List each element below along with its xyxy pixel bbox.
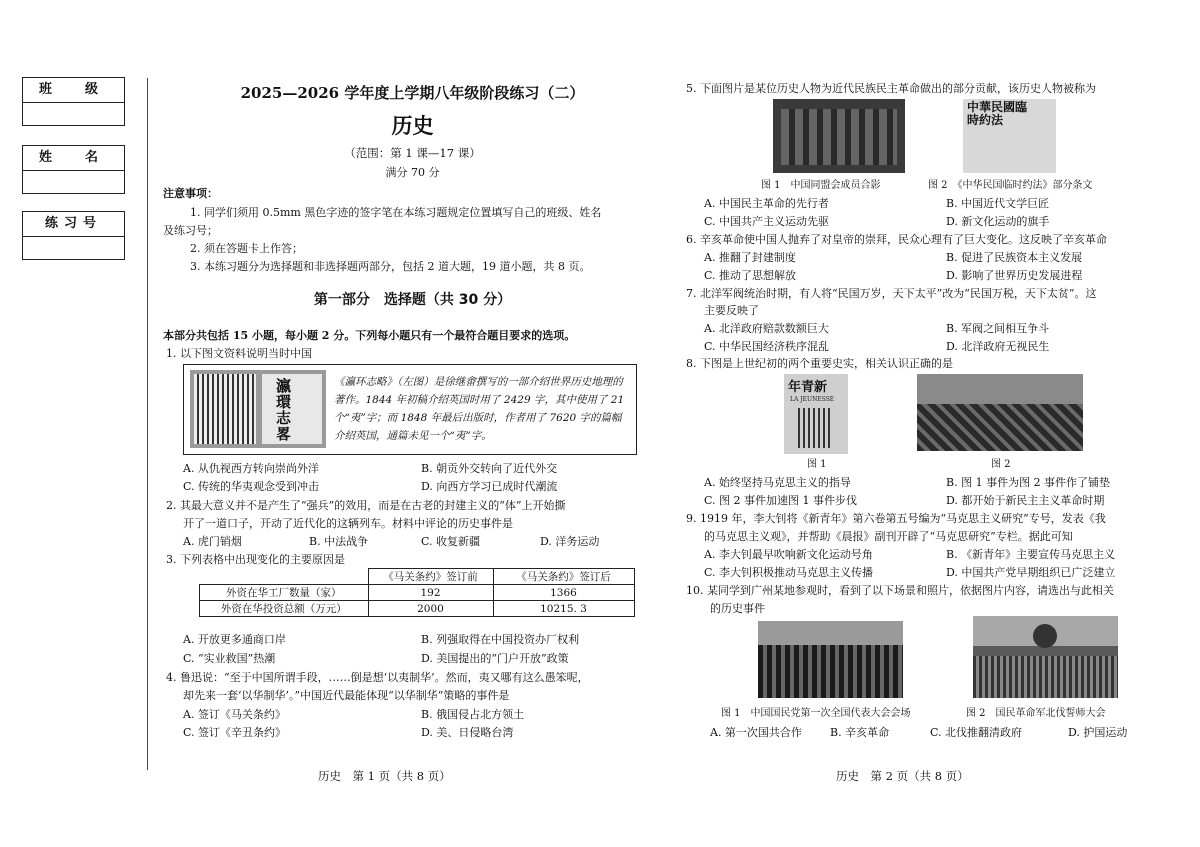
q10-congress-photo: [758, 621, 903, 698]
q6-option-a[interactable]: A. 推翻了封建制度: [704, 251, 796, 264]
q9-option-c[interactable]: C. 李大钊积极推动马克思主义传播: [704, 566, 874, 579]
q10-stem-1: 10. 某同学到广州某地参观时，看到了以下场景和照片，依据图片内容，请选出与此相关: [686, 584, 1114, 597]
class-label: 班 级: [23, 78, 124, 103]
q3-option-c[interactable]: C. “实业救国”热潮: [183, 652, 276, 665]
q2-stem-1: 2. 其最大意义并不是产生了“强兵”的效用，而是在古老的封建主义的“体”上开始撕: [166, 499, 566, 512]
note-1: 1. 同学们须用 0.5mm 黑色字迹的签字笔在本练习题规定位置填写自己的班级、姓名: [190, 206, 602, 219]
name-field[interactable]: [23, 171, 124, 193]
q8-option-d[interactable]: D. 都开始于新民主主义革命时期: [946, 494, 1105, 507]
q2-option-d[interactable]: D. 洋务运动: [540, 535, 600, 548]
magazine-title: 年青新: [788, 380, 828, 395]
id-box: [22, 211, 125, 260]
q7-option-d[interactable]: D. 北洋政府无视民生: [946, 340, 1050, 353]
q1-option-c[interactable]: C. 传统的华夷观念受到冲击: [183, 480, 320, 493]
class-box: [22, 77, 125, 126]
q3-stem: 3. 下列表格中出现变化的主要原因是: [166, 553, 345, 566]
q1-option-d[interactable]: D. 向西方学习已成时代潮流: [421, 480, 558, 493]
q5-option-d[interactable]: D. 新文化运动的旗手: [946, 215, 1050, 228]
q5-constitution-image: [963, 99, 1056, 173]
q5-photo-alliance: [773, 99, 905, 173]
table-header-before: 《马关条约》签订前: [368, 569, 493, 585]
name-label: 姓 名: [23, 146, 124, 171]
q9-stem-1: 9. 1919 年，李大钊将《新青年》第六卷第五号编为“马克思主义研究”专号，发表《我: [686, 512, 1106, 525]
page2-footer: 历史 第 2 页（共 8 页）: [836, 769, 969, 783]
q3-table: [199, 568, 635, 617]
id-field[interactable]: [23, 237, 124, 259]
table-row: [200, 601, 635, 617]
note-1-cont: 及练习号；: [163, 224, 218, 237]
q10-option-b[interactable]: B. 辛亥革命: [830, 726, 890, 739]
full-score: 满分 70 分: [385, 166, 440, 179]
q10-option-c[interactable]: C. 北伐推翻清政府: [930, 726, 1023, 739]
name-box: [22, 145, 125, 194]
q8-caption-2: 图 2: [991, 459, 1011, 470]
q8-caption-1: 图 1: [807, 459, 827, 470]
q5-option-a[interactable]: A. 中国民主革命的先行者: [704, 197, 829, 210]
q8-option-b[interactable]: B. 图 1 事件为图 2 事件作了铺垫: [946, 476, 1111, 489]
q9-option-d[interactable]: D. 中国共产党早期组织已广泛建立: [946, 566, 1116, 579]
constitution-title: 中華民國臨時約法: [967, 100, 1028, 127]
q7-stem-2: 主要反映了: [704, 304, 759, 317]
q1-stem: 1. 以下图文资料说明当时中国: [166, 347, 312, 360]
q4-option-a[interactable]: A. 签订《马关条约》: [183, 708, 286, 721]
q5-caption-2: 图 2 《中华民国临时约法》部分条文: [928, 180, 1093, 191]
q6-option-d[interactable]: D. 影响了世界历史发展进程: [946, 269, 1083, 282]
q8-option-a[interactable]: A. 始终坚持马克思主义的指导: [704, 476, 851, 489]
part1-title: 第一部分 选择题（共 30 分）: [313, 292, 512, 308]
q1-material-text: 《瀛环志略》（左图）是徐继畬撰写的一部介绍世界历史地理的著作。1844 年初稿介绍英国时用了 2429 字，其中使用了 21 个“夷”字；而 1848 年最后出版时，作者用了 7620 字的篇幅介绍英国，通篇未见一个“夷”字。: [334, 376, 625, 442]
q7-option-c[interactable]: C. 中华民国经济秩序混乱: [704, 340, 830, 353]
book-title-text: 瀛環志畧: [276, 377, 292, 443]
q6-option-c[interactable]: C. 推动了思想解放: [704, 269, 797, 282]
table-cell: 10215. 3: [493, 601, 634, 617]
q2-option-c[interactable]: C. 收复新疆: [421, 535, 481, 548]
q3-option-d[interactable]: D. 美国提出的“门户开放”政策: [421, 652, 569, 665]
q4-stem-1: 4. 鲁迅说：“至于中国所谓手段，……倒是想‘以夷制华’。然而，夷又哪有这么愚笨呢，: [166, 671, 589, 684]
q2-stem-2: 开了一道口子，开动了近代化的这辆列车。材料中评论的历史事件是: [183, 517, 513, 530]
q4-stem-2: 却先来一套‘以华制华’。”中国近代最能体现“以华制华”策略的事件是: [183, 689, 510, 702]
q8-protest-photo: [917, 374, 1083, 451]
table-cell: 外资在华工厂数量（家）: [200, 585, 369, 601]
q3-option-a[interactable]: A. 开放更多通商口岸: [183, 633, 286, 646]
q4-option-d[interactable]: D. 美、日侵略台湾: [421, 726, 514, 739]
q9-option-a[interactable]: A. 李大钊最早吹响新文化运动号角: [704, 548, 873, 561]
notes-heading: 注意事项：: [163, 187, 218, 200]
table-cell: 外资在华投资总额（万元）: [200, 601, 369, 617]
q7-option-b[interactable]: B. 军阀之间相互争斗: [946, 322, 1050, 335]
q7-option-a[interactable]: A. 北洋政府赔款数额巨大: [704, 322, 829, 335]
magazine-subtitle: LA JEUNESSE: [790, 396, 835, 403]
q6-stem: 6. 辛亥革命使中国人抛弃了对皇帝的崇拜，民众心理有了巨大变化。这反映了辛亥革命: [686, 233, 1107, 246]
book-image: [190, 370, 326, 448]
class-field[interactable]: [23, 103, 124, 125]
q8-magazine-image: [784, 374, 848, 454]
q10-option-d[interactable]: D. 护国运动: [1068, 726, 1128, 739]
q10-option-a[interactable]: A. 第一次国共合作: [710, 726, 802, 739]
q9-stem-2: 的马克思主义观》，并帮助《晨报》副刊开辟了“马克思研究”专栏。据此可知: [704, 530, 1073, 543]
q1-material-box: [183, 364, 637, 455]
table-cell: 1366: [493, 585, 634, 601]
q4-option-b[interactable]: B. 俄国侵占北方领土: [421, 708, 525, 721]
q8-option-c[interactable]: C. 图 2 事件加速图 1 事件步伐: [704, 494, 858, 507]
q5-option-c[interactable]: C. 中国共产主义运动先驱: [704, 215, 830, 228]
q9-option-b[interactable]: B. 《新青年》主要宣传马克思主义: [946, 548, 1116, 561]
exam-range: （范围：第 1 课—17 课）: [344, 146, 481, 160]
note-3: 3. 本练习题分为选择题和非选择题两部分，包括 2 道大题，19 道小题，共 8 页。: [190, 260, 591, 273]
table-corner: [200, 569, 369, 585]
part1-intro: 本部分共包括 15 小题，每小题 2 分。下列每小题只有一个最符合题目要求的选项。: [163, 329, 576, 342]
q5-option-b[interactable]: B. 中国近代文学巨匠: [946, 197, 1050, 210]
table-header-after: 《马关条约》签订后: [493, 569, 634, 585]
page1-footer: 历史 第 1 页（共 8 页）: [318, 769, 451, 783]
table-cell: 192: [368, 585, 493, 601]
note-2: 2. 须在答题卡上作答；: [190, 242, 303, 255]
q4-option-c[interactable]: C. 签订《辛丑条约》: [183, 726, 287, 739]
exam-title: 2025—2026 学年度上学期八年级阶段练习（二）: [240, 84, 585, 102]
q1-option-b[interactable]: B. 朝贡外交转向了近代外交: [421, 462, 558, 475]
q10-caption-1: 图 1 中国国民党第一次全国代表大会会场: [721, 708, 911, 719]
q6-option-b[interactable]: B. 促进了民族资本主义发展: [946, 251, 1083, 264]
q10-caption-2: 图 2 国民革命军北伐誓师大会: [966, 708, 1106, 719]
id-label: 练习号: [23, 212, 124, 237]
table-row: [200, 585, 635, 601]
table-cell: 2000: [368, 601, 493, 617]
q7-stem-1: 7. 北洋军阀统治时期，有人将“民国万岁，天下太平”改为“民国万税，天下太贫”。这: [686, 287, 1097, 300]
q2-option-b[interactable]: B. 中法战争: [309, 535, 369, 548]
q3-option-b[interactable]: B. 列强取得在中国投资办厂权利: [421, 633, 580, 646]
q2-option-a[interactable]: A. 虎门销烟: [183, 535, 242, 548]
table-header-row: [200, 569, 635, 585]
binding-line: [147, 78, 148, 770]
q8-stem: 8. 下图是上世纪初的两个重要史实，相关认识正确的是: [686, 357, 953, 370]
q5-caption-1: 图 1 中国同盟会成员合影: [761, 180, 881, 191]
subject-title: 历史: [391, 113, 434, 138]
q1-option-a[interactable]: A. 从仇视西方转向崇尚外洋: [183, 462, 319, 475]
q10-stem-2: 的历史事件: [710, 602, 765, 615]
q10-expedition-photo: [973, 616, 1118, 698]
q5-stem: 5. 下面图片是某位历史人物为近代民族民主革命做出的部分贡献，该历史人物被称为: [686, 82, 1096, 95]
